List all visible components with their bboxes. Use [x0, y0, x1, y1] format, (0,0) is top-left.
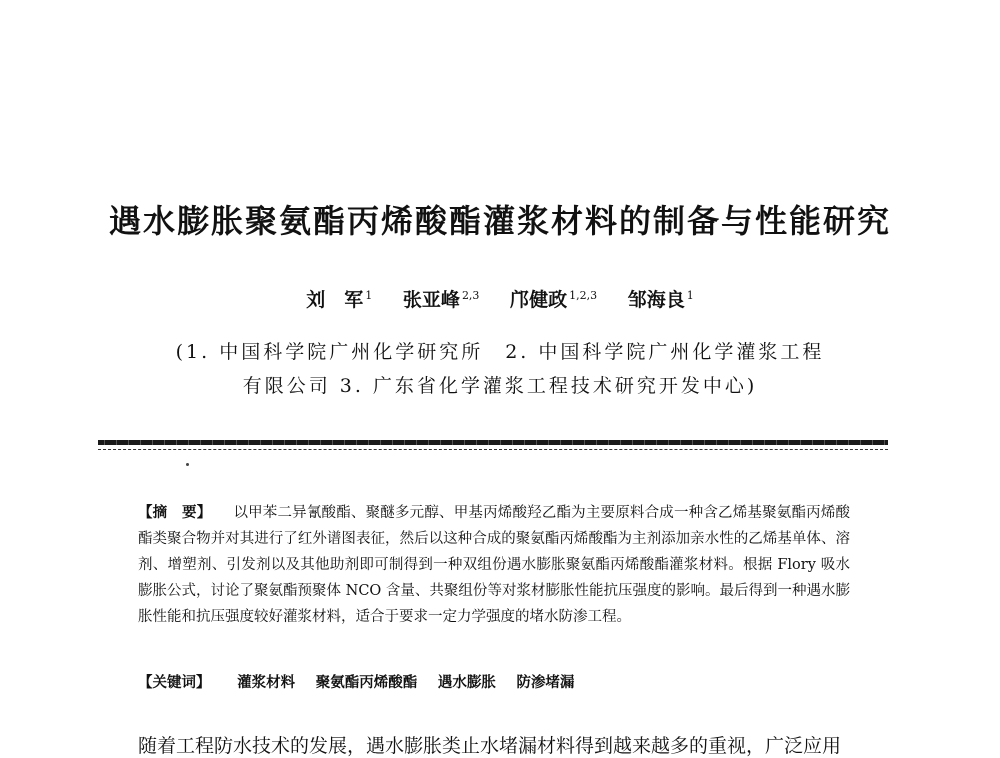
keywords-label: 【关键词】 [138, 674, 211, 691]
keywords [138, 670, 850, 696]
keyword: 防渗堵漏 [516, 674, 575, 691]
author: 邹海良 $^1$ [627, 288, 694, 311]
keyword: 聚氨酯丙烯酸酯 [315, 674, 418, 691]
body-text: 随着工程防水技术的发展，遇水膨胀类止水堵漏材料得到越来越多的重视，广泛应用 [138, 735, 842, 757]
affiliation-line-1: (1. 中国科学院广州化学研究所 2. 中国科学院广州化学灌浆工程 [175, 341, 825, 363]
keyword: 遇水膨胀 [437, 674, 496, 691]
abstract-text: 以甲苯二异氰酸酯、聚醚多元醇、甲基丙烯酸羟乙酯为主要原料合成一种含乙烯基聚氨酯丙烯酸酯类聚合物并对其进行了红外谱图表征，然后以这种合成的聚氨酯丙烯酸酯为主剂添加亲水性的乙烯基单体、溶剂、增塑剂、引发剂以及其他助剂即可制得到一种双组份遇水膨胀聚氨酯丙烯酸酯灌浆材料。根据 Flory 吸水膨胀公式，讨论了聚氨酯预聚体 NCO 含量、共聚组份等对浆材膨胀性能抗压强度的影响。最后得到一种遇水膨胀性能和抗压强度较好灌浆材料，适合于要求一定力学强度的堵水防渗工程。 [138, 505, 851, 625]
header-rule [98, 440, 888, 445]
affiliation-line-2: 有限公司 3. 广东省化学灌浆工程技术研究开发中心) [242, 375, 758, 397]
author: 张亚峰 $^{2,3}$ [402, 288, 480, 311]
abstract [138, 500, 850, 630]
paper-title: 遇水膨胀聚氨酯丙烯酸酯灌浆材料的制备与性能研究 [108, 202, 891, 240]
author: 刘 军 $^1$ [306, 288, 373, 311]
abstract-label: 【摘 要】 [138, 504, 212, 521]
keyword: 灌浆材料 [237, 674, 296, 691]
header-rule-thin [98, 449, 888, 450]
author: 邝健政 $^{1,2,3}$ [510, 288, 598, 311]
scan-speck [186, 463, 189, 466]
author-list [0, 285, 1000, 312]
